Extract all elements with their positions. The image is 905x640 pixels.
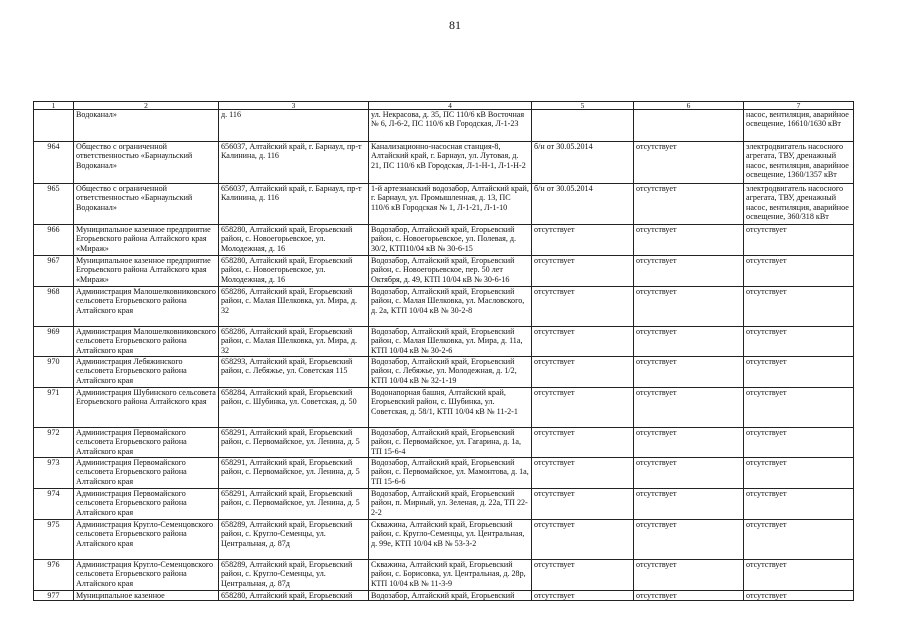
organization-address-cell: 656037, Алтайский край, г. Барнаул, пр-т Калинина, д. 116 (219, 142, 369, 184)
organization-address-cell: 658293, Алтайский край, Егорьевский район, с. Лебяжье, ул. Советская 115 (219, 357, 369, 388)
reserve-info-cell: отсутствует (634, 560, 744, 591)
row-number-cell: 973 (34, 458, 74, 489)
row-number-cell: 964 (34, 142, 74, 184)
table-row (34, 458, 854, 489)
agreement-reference-cell: отсутствует (532, 560, 634, 591)
agreement-reference-cell: отсутствует (532, 428, 634, 458)
organization-address-cell: д. 116 (219, 110, 369, 142)
facility-location-cell: Водозабор, Алтайский край, Егорьевский район, с. Лебяжье, ул. Молодежная, д. 1/2, КТП 10/04 кВ № 32-1-19 (369, 357, 532, 388)
equipment-power-cell: отсутствует (744, 591, 854, 601)
row-number-cell: 968 (34, 287, 74, 327)
row-number-cell: 967 (34, 256, 74, 287)
column-number-row (34, 102, 854, 110)
table-row (34, 110, 854, 142)
reserve-info-cell: отсутствует (634, 357, 744, 388)
organization-address-cell: 658284, Алтайский край, Егорьевский район, с. Шубинка, ул. Советская, д. 50 (219, 388, 369, 428)
table-row (34, 560, 854, 591)
column-number: 2 (74, 102, 219, 110)
reserve-info-cell: отсутствует (634, 520, 744, 560)
reserve-info-cell: отсутствует (634, 458, 744, 489)
organization-name-cell: Администрация Кругло-Семенцовского сельсовета Егорьевского района Алтайского края (74, 520, 219, 560)
organization-address-cell: 658291, Алтайский край, Егорьевский район, с. Первомайское, ул. Ленина, д. 5 (219, 458, 369, 489)
agreement-reference-cell: б/н от 30.05.2014 (532, 184, 634, 225)
agreement-reference-cell: отсутствует (532, 489, 634, 520)
reserve-info-cell: отсутствует (634, 225, 744, 256)
table-row (34, 225, 854, 256)
equipment-power-cell: отсутствует (744, 458, 854, 489)
organization-address-cell: 656037, Алтайский край, г. Барнаул, пр-т Калинина, д. 116 (219, 184, 369, 225)
table-row (34, 184, 854, 225)
reserve-info-cell: отсутствует (634, 287, 744, 327)
page-number: 81 (449, 18, 461, 32)
agreement-reference-cell: отсутствует (532, 591, 634, 601)
equipment-power-cell: отсутствует (744, 489, 854, 520)
reserve-info-cell: отсутствует (634, 388, 744, 428)
agreement-reference-cell: отсутствует (532, 520, 634, 560)
agreement-reference-cell: отсутствует (532, 256, 634, 287)
row-number-cell: 970 (34, 357, 74, 388)
table-body (34, 102, 854, 601)
table-row (34, 256, 854, 287)
column-number: 4 (369, 102, 532, 110)
table-row (34, 142, 854, 184)
reserve-info-cell: отсутствует (634, 489, 744, 520)
registry-table (33, 101, 854, 601)
facility-location-cell: Водозабор, Алтайский край, Егорьевский район, с. Первомайское, ул. Мамонтова, д. 1а, ТП 15-6-6 (369, 458, 532, 489)
reserve-info-cell: отсутствует (634, 591, 744, 601)
reserve-info-cell (634, 110, 744, 142)
column-number: 1 (34, 102, 74, 110)
agreement-reference-cell (532, 110, 634, 142)
table-row (34, 428, 854, 458)
facility-location-cell: Водозабор, Алтайский край, Егорьевский район, с. Новоегорьевское, ул. Полевая, д. 30/2, КТП10/04 кВ № 30-6-15 (369, 225, 532, 256)
row-number-cell: 974 (34, 489, 74, 520)
row-number-cell: 976 (34, 560, 74, 591)
row-number-cell: 977 (34, 591, 74, 601)
reserve-info-cell: отсутствует (634, 184, 744, 225)
facility-location-cell: Водозабор, Алтайский край, Егорьевский район, с. Малая Шелковка, ул. Мира, д. 11а, КТП 10/04 кВ № 30-2-6 (369, 327, 532, 357)
facility-location-cell: Водозабор, Алтайский край, Егорьевский район, с. Малая Шелковка, ул. Масловского, д. 2а, КТП 10/04 кВ № 30-2-8 (369, 287, 532, 327)
table-row (34, 287, 854, 327)
table-row (34, 591, 854, 601)
table-row (34, 388, 854, 428)
organization-name-cell: Администрация Первомайского сельсовета Егорьевского района Алтайского края (74, 458, 219, 489)
facility-location-cell: Водозабор, Алтайский край, Егорьевский район, с. Новоегорьевское, пер. 50 лет Октября, д. 49, КТП 10/04 кВ № 30-6-16 (369, 256, 532, 287)
table-row (34, 327, 854, 357)
organization-name-cell: Муниципальное казенное предприятие Егорьевского района Алтайского края «Мираж» (74, 256, 219, 287)
facility-location-cell: Канализационно-насосная станция-8, Алтайский край, г. Барнаул, ул. Лутовая, д. 21, ПС 110/6 кВ Городская, Л-1-Н-1, Л-1-Н-2 (369, 142, 532, 184)
facility-location-cell: ул. Некрасова, д. 35, ПС 110/6 кВ Восточная № 6, Л-6-2, ПС 110/6 кВ Городская, Л-1-23 (369, 110, 532, 142)
organization-address-cell: 658280, Алтайский край, Егорьевский (219, 591, 369, 601)
organization-name-cell: Общество с ограниченной ответственностью «Барнаульский Водоканал» (74, 184, 219, 225)
table-row (34, 520, 854, 560)
facility-location-cell: Водозабор, Алтайский край, Егорьевский район, с. Первомайское, ул. Гагарина, д. 1а, ТП 15-6-4 (369, 428, 532, 458)
reserve-info-cell: отсутствует (634, 142, 744, 184)
organization-name-cell: Администрация Малошелковниковского сельсовета Егорьевского района Алтайского края (74, 327, 219, 357)
organization-address-cell: 658291, Алтайский край, Егорьевский район, с. Первомайское, ул. Ленина, д. 5 (219, 489, 369, 520)
row-number-cell: 966 (34, 225, 74, 256)
facility-location-cell: Скважина, Алтайский край, Егорьевский район, с. Кругло-Семенцы, ул. Центральная, д. 99е, КТП 10/04 кВ № 53-3-2 (369, 520, 532, 560)
row-number-cell: 972 (34, 428, 74, 458)
organization-address-cell: 658280, Алтайский край, Егорьевский район, с. Новоегорьевское, ул. Молодежная, д. 16 (219, 225, 369, 256)
organization-name-cell: Администрация Первомайского сельсовета Егорьевского района Алтайского края (74, 428, 219, 458)
facility-location-cell: Водонапорная башня, Алтайский край, Егорьевский район, с. Шубинка, ул. Советская, д. 58/1, КТП 10/04 кВ № 11-2-1 (369, 388, 532, 428)
agreement-reference-cell: отсутствует (532, 357, 634, 388)
equipment-power-cell: насос, вентиляция, аварийное освещение, 16610/1630 кВт (744, 110, 854, 142)
table-row (34, 357, 854, 388)
equipment-power-cell: отсутствует (744, 327, 854, 357)
equipment-power-cell: отсутствует (744, 428, 854, 458)
row-number-cell: 965 (34, 184, 74, 225)
organization-name-cell: Муниципальное казенное (74, 591, 219, 601)
table-row (34, 489, 854, 520)
equipment-power-cell: отсутствует (744, 357, 854, 388)
facility-location-cell: Водозабор, Алтайский край, Егорьевский (369, 591, 532, 601)
organization-name-cell: Общество с ограниченной ответственностью «Барнаульский Водоканал» (74, 142, 219, 184)
agreement-reference-cell: б/н от 30.05.2014 (532, 142, 634, 184)
agreement-reference-cell: отсутствует (532, 458, 634, 489)
organization-name-cell: Администрация Первомайского сельсовета Егорьевского района Алтайского края (74, 489, 219, 520)
organization-address-cell: 658291, Алтайский край, Егорьевский район, с. Первомайское, ул. Ленина, д. 5 (219, 428, 369, 458)
organization-name-cell: Администрация Шубинского сельсовета Егорьевского района Алтайского края (74, 388, 219, 428)
row-number-cell: 971 (34, 388, 74, 428)
equipment-power-cell: отсутствует (744, 225, 854, 256)
equipment-power-cell: отсутствует (744, 560, 854, 591)
equipment-power-cell: отсутствует (744, 388, 854, 428)
reserve-info-cell: отсутствует (634, 428, 744, 458)
agreement-reference-cell: отсутствует (532, 287, 634, 327)
organization-name-cell: Администрация Малошелковниковского сельсовета Егорьевского района Алтайского края (74, 287, 219, 327)
agreement-reference-cell: отсутствует (532, 388, 634, 428)
organization-address-cell: 658289, Алтайский край, Егорьевский район, с. Кругло-Семенцы, ул. Центральная, д. 87д (219, 520, 369, 560)
reserve-info-cell: отсутствует (634, 256, 744, 287)
column-number: 6 (634, 102, 744, 110)
equipment-power-cell: отсутствует (744, 287, 854, 327)
column-number: 7 (744, 102, 854, 110)
organization-address-cell: 658286, Алтайский край, Егорьевский район, с. Малая Шелковка, ул. Мира, д. 32 (219, 287, 369, 327)
facility-location-cell: Скважина, Алтайский край, Егорьевский район, с. Борисовка, ул. Центральная, д. 28р, КТП 10/04 кВ № 11-3-9 (369, 560, 532, 591)
organization-address-cell: 658286, Алтайский край, Егорьевский район, с. Малая Шелковка, ул. Мира, д. 32 (219, 327, 369, 357)
column-number: 5 (532, 102, 634, 110)
row-number-cell: 975 (34, 520, 74, 560)
equipment-power-cell: отсутствует (744, 256, 854, 287)
organization-name-cell: Муниципальное казенное предприятие Егорьевского района Алтайского края «Мираж» (74, 225, 219, 256)
column-number: 3 (219, 102, 369, 110)
row-number-cell (34, 110, 74, 142)
organization-name-cell: Администрация Кругло-Семенцовского сельсовета Егорьевского района Алтайского края (74, 560, 219, 591)
organization-name-cell: Администрация Лебяжинского сельсовета Егорьевского района Алтайского края (74, 357, 219, 388)
equipment-power-cell: электродвигатель насосного агрегата, ТВУ, дренажный насос, вентиляция, аварийное освещение, 360/318 кВт (744, 184, 854, 225)
facility-location-cell: Водозабор, Алтайский край, Егорьевский район, п. Мирный, ул. Зеленая, д. 22а, ТП 22-2-2 (369, 489, 532, 520)
equipment-power-cell: электродвигатель насосного агрегата, ТВУ, дренажный насос, вентиляция, аварийное освещение, 1360/1357 кВт (744, 142, 854, 184)
organization-address-cell: 658289, Алтайский край, Егорьевский район, с. Кругло-Семенцы, ул. Центральная, д. 87д (219, 560, 369, 591)
equipment-power-cell: отсутствует (744, 520, 854, 560)
row-number-cell: 969 (34, 327, 74, 357)
agreement-reference-cell: отсутствует (532, 327, 634, 357)
agreement-reference-cell: отсутствует (532, 225, 634, 256)
organization-name-cell: Водоканал» (74, 110, 219, 142)
reserve-info-cell: отсутствует (634, 327, 744, 357)
facility-location-cell: 1-й артезианский водозабор, Алтайский край, г. Барнаул, ул. Промышленная, д. 13, ПС 110/6 кВ Городская № 1, Л-1-21, Л-1-10 (369, 184, 532, 225)
organization-address-cell: 658280, Алтайский край, Егорьевский район, с. Новоегорьевское, ул. Молодежная, д. 16 (219, 256, 369, 287)
